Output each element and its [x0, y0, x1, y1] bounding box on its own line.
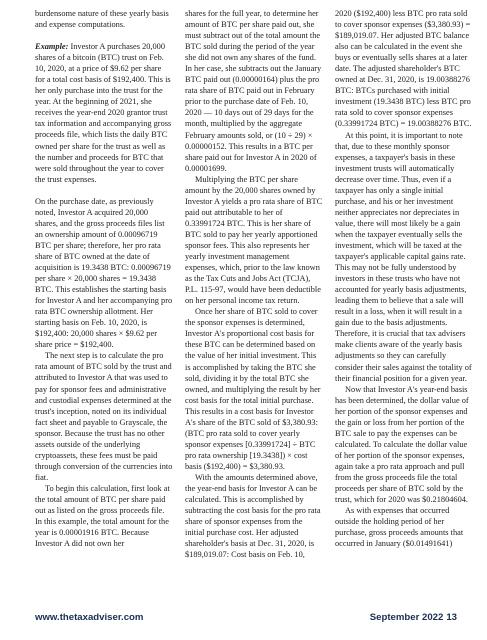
example-body: Investor A purchases 20,000 shares of a bitcoin (BTC) trust on Feb. 10, 2020, at a price of $9.62 per share for a total cost basis of $192,400. This is her only purchase into the trust for the year. At the beginning of 2021, she receives the year-end 2020 grantor trust tax information and accompanying gross proceeds file, which lists the daily BTC owned per share for the trust as well as the number and proceeds for BTC that were sold throughout the year to cover the trust expenses. — [35, 42, 172, 184]
example-box — [35, 41, 173, 185]
footer-issue — [370, 612, 457, 623]
paragraph: 2020 ($192,400) less BTC pro rata sold to cover sponsor expenses ($3,380.93) = $189,019.07. Her adjusted BTC balance also can be calculated in the event she buys or eventually sells shares at a later date. The adjusted shareholder's BTC owned at Dec. 31, 2020, is 19.00388276 BTC: BTCs purchased with initial investment (19.3438 BTC) less BTC pro rata sold to cover sponsor expenses (0.33991724 BTC) = 19.00388276 BTC. — [335, 9, 472, 129]
paragraph: burdensome nature of these yearly basis and expense computations. — [35, 9, 169, 30]
paragraph: At this point, it is important to note that, due to these monthly sponsor expenses, a taxpayer's basis in these investment trusts will automatically decrease over time. Thus, even if a taxpayer has only a single initial purchase, and his or her investment neither appreciates nor depreciates in value, there will most likely be a gain when the taxpayer eventually sells the investment, which will be taxed at the taxpayer's applicable capital gains rate. This may not be fully understood by investors in these trusts who have not accounted for yearly basis adjustments, leading them to believe that a sale will result in a loss, when it will result in a gain due to the basis adjustments. Therefore, it is crucial that tax advisers make clients aware of the yearly basis adjustments so they can carefully consider their sales against the totality of their financial position for a given year. — [335, 130, 472, 383]
paragraph: As with expenses that occurred outside the holding period of her purchase, gross proceeds amounts that occurred in January ($0.01491641) — [335, 506, 464, 549]
page-footer — [35, 612, 457, 626]
example-lead: Example: — [35, 42, 69, 52]
text-column-3 — [335, 8, 473, 549]
text-column-1 — [35, 8, 173, 549]
paragraph: Multiplying the BTC per share amount by the 20,000 shares owned by Investor A yields a pro rata share of BTC paid out attributable to her of 0.33991724 BTC. This is her share of BTC sold to pay her yearly apportioned sponsor fees. This also represents her yearly investment management expenses, which, prior to the law known as the Tax Cuts and Jobs Act (TCJA), P.L. 115-97, would have been deductible on her personal income tax return. — [185, 174, 323, 306]
page-number: 13 — [446, 612, 457, 623]
text-column-2 — [185, 8, 323, 560]
paragraph: shares for the full year, to determine her amount of BTC per share paid out, she must subtract out of the total amount the BTC sold during the period of the year she did not own any shares of the fund. In her case, she subtracts out the January BTC paid out (0.00000164) plus the pro rata share of BTC paid out in February prior to the purchase date of Feb. 10, 2020 — 10 days out of 29 days for the month, multiplied by the aggregate February amounts sold, or (10 ÷ 29) × 0.00000152. This results in a BTC per share paid out for Investor A in 2020 of 0.00001699. — [185, 9, 322, 173]
paragraph: Once her share of BTC sold to cover the sponsor expenses is determined, Investor A's proportional cost basis for these BTC can be determined based on the value of her initial investment. This is accomplished by taking the BTC she sold, dividing it by the total BTC she owned, and multiplying the result by her cost basis for the total initial purchase. This results in a cost basis for Investor A's share of the BTC sold of $3,380.93: (BTC pro rata sold to cover yearly sponsor expenses [0.33991724] ÷ BTC pro rata ownership [19.3438]) × cost basis ($192,400) = $3,380.93. — [185, 307, 321, 471]
paragraph: With the amounts determined above, the year-end basis for Investor A can be calculated. This is accomplished by subtracting the cost basis for the pro rata share of sponsor expenses from the initial purchase cost. Her adjusted shareholder's basis at Dec. 31, 2020, is $189,019.07: Cost basis on Feb. 10, — [185, 472, 321, 560]
paragraph: The next step is to calculate the pro rata amount of BTC sold by the trust and attributed to Investor A that was used to pay for sponsor fees and administrative and custodial expenses determined at the trust's inception, noted on its individual fact sheet and payable to Grayscale, the sponsor. Because the trust has no other assets outside of the underlying cryptoassets, these fees must be paid through conversion of the currencies into fiat. — [35, 351, 173, 482]
footer-website-link[interactable]: www.thetaxadviser.com — [35, 612, 144, 623]
paragraph: On the purchase date, as previously noted, Investor A acquired 20,000 shares, and the gross proceeds files list an ownership amount of 0.00096719 BTC per share; therefore, her pro rata share of BTC owned at the date of acquisition is 19.3438 BTC: 0.00096719 per share × 20,000 shares = 19.3438 BTC. This establishes the starting basis for Investor A and her accompanying pro rata BTC ownership allotment. Her starting basis on Feb. 10, 2020, is $192,400: 20,000 shares × $9.62 per share price = $192,400. — [35, 196, 173, 350]
example-paragraph — [35, 41, 173, 185]
paragraph: Now that Investor A's year-end basis has been determined, the dollar value of her portion of the sponsor expenses and the gain or loss from her portion of the BTC sale to pay the expenses can be calculated. To calculate the dollar value of her portion of the sponsor expenses, again take a pro rata approach and pull from the gross proceeds file the total proceeds per share of BTC sold by the trust, which for 2020 was $0.21804604. — [335, 384, 469, 505]
issue-date: September 2022 — [369, 612, 444, 623]
paragraph: To begin this calculation, first look at the total amount of BTC per share paid out as listed on the gross proceeds file. In this example, the total amount for the year is 0.00001916 BTC. Because Investor A did not own her — [35, 483, 170, 549]
